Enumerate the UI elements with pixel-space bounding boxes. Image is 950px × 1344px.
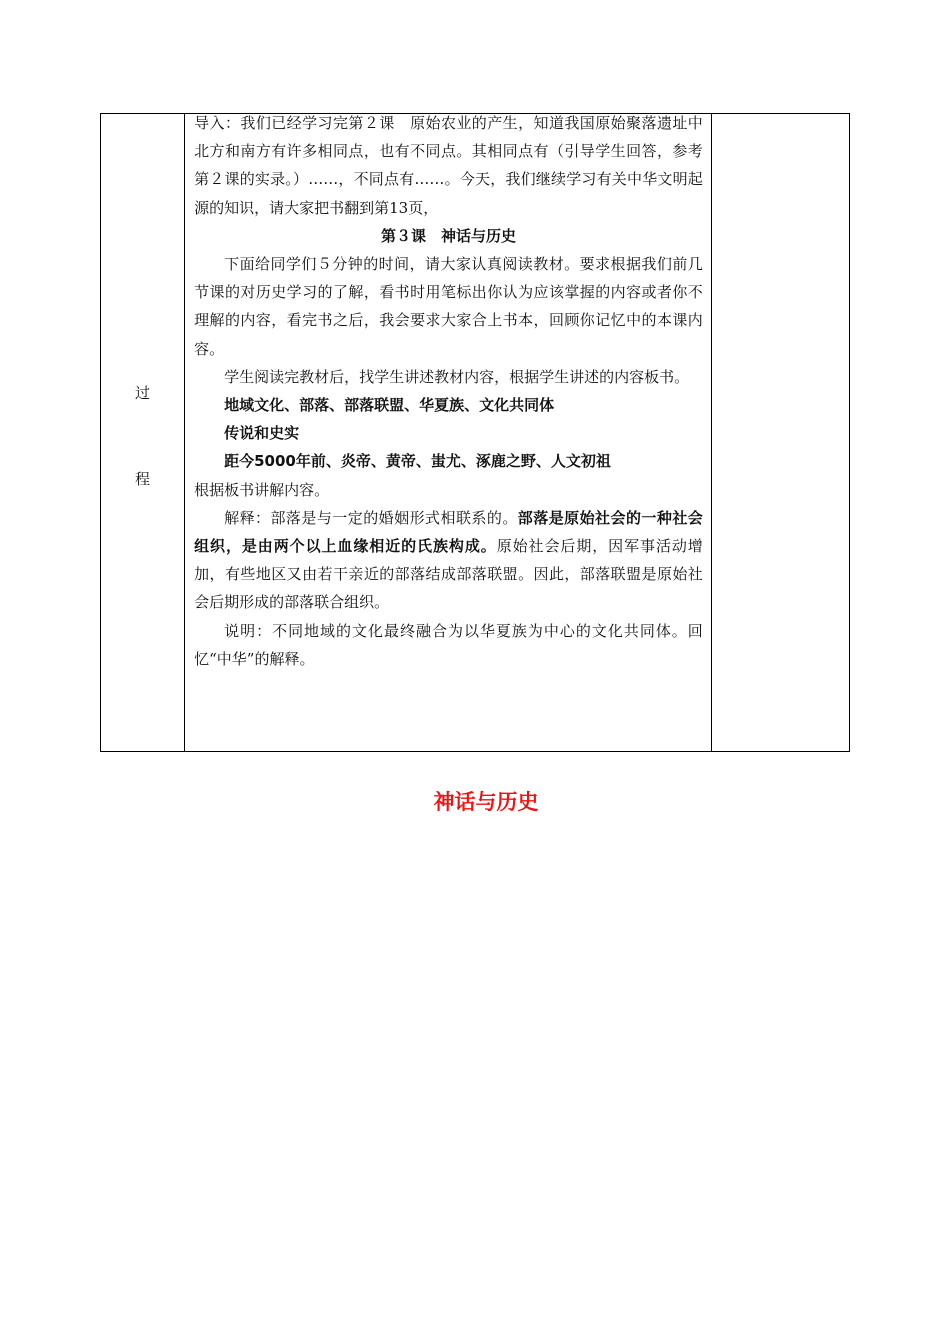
process-content-cell <box>185 114 712 752</box>
footer-title: 神话与历史 <box>433 790 539 814</box>
board-line-2: 传说和史实 <box>224 424 300 443</box>
explanation-paragraph <box>194 504 703 617</box>
board-line-1: 地域文化、部落、部落联盟、华夏族、文化共同体 <box>224 396 555 415</box>
note-paragraph: 说明：不同地域的文化最终融合为以华夏族为中心的文化共同体。回忆“中华”的解释。 <box>194 621 703 668</box>
process-row <box>101 114 850 752</box>
lesson-heading: 第３课 神话与历史 <box>380 226 516 245</box>
reading-instruction-paragraph: 下面给同学们５分钟的时间，请大家认真阅读教材。要求根据我们前几节课的对历史学习的了解，看书时用笔标出你认为应该掌握的内容或者你不理解的内容，看完书之后，我会要求大家合上书本，回顾你记忆中的本课内容。 <box>194 255 703 358</box>
label-char-guo: 过 <box>135 384 151 402</box>
label-char-cheng: 程 <box>135 470 151 488</box>
lesson-plan-table <box>100 113 850 752</box>
notes-cell <box>711 114 849 752</box>
explanation-bold-text: 部落是原始社会的一种社会组织，是由两个以上血缘相近的氏族构成。 <box>194 508 703 556</box>
process-label-cell <box>101 114 185 752</box>
explanation-suffix: 原始社会后期，因军事活动增加，有些地区又由若干亲近的部落结成部落联盟。因此，部落联盟是原始社会后期形成的部落联合组织。 <box>194 537 703 612</box>
lesson-content <box>194 109 703 673</box>
explanation-prefix: 解释：部落是与一定的婚姻形式相联系的。 <box>224 508 518 527</box>
board-line-3: 距今5000年前、炎帝、黄帝、蚩尤、涿鹿之野、人文初祖 <box>224 452 611 471</box>
student-narration-paragraph: 学生阅读完教材后，找学生讲述教材内容，根据学生讲述的内容板书。 <box>224 367 690 386</box>
intro-paragraph: 导入：我们已经学习完第２课 原始农业的产生，知道我国原始聚落遗址中北方和南方有许多相同点，也有不同点。其相同点有（引导学生回答，参考第２课的实录。）……，不同点有……。今天，我们继续学习有关中华文明起源的知识，请大家把书翻到第13页， <box>194 114 703 217</box>
explain-by-board-line: 根据板书讲解内容。 <box>194 480 330 499</box>
